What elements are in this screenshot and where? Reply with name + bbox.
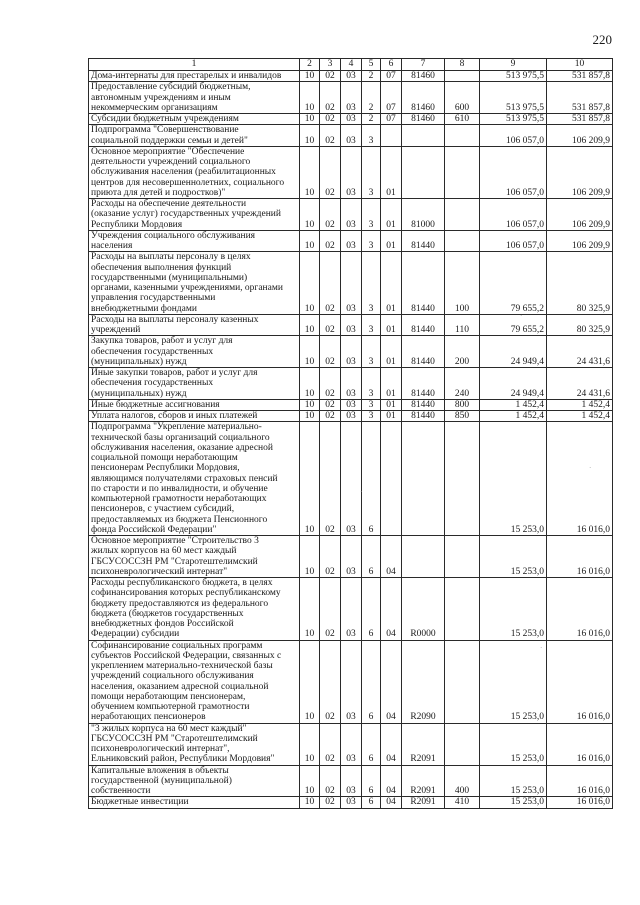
section-code: 10 [300, 314, 320, 336]
activity-code: 04 [381, 723, 402, 765]
column-header: 6 [381, 59, 402, 71]
row-name: Расходы республиканского бюджета, в целях софинансирования которых республиканскому бюджету предоставляются из федерального бюджета (бюджетов государственных внебюджетных фондов Российской Федерации) субсидии [89, 578, 300, 641]
expense-type-code: 600 [445, 82, 480, 114]
amount-year-1: 15 253,0 [480, 640, 547, 723]
subsection-code: 02 [320, 368, 341, 400]
direction-code [402, 146, 445, 198]
program-code: 03 [341, 723, 362, 765]
row-name: Закупка товаров, работ и услуг для обеспечения государственных (муниципальных) нужд [89, 336, 300, 368]
table-row [89, 640, 613, 723]
activity-code: 04 [381, 765, 402, 797]
expense-type-code [445, 71, 480, 82]
program-code: 03 [341, 765, 362, 797]
amount-year-2: 1 452,4 [547, 411, 613, 422]
subsection-code: 02 [320, 797, 341, 808]
expense-type-code [445, 723, 480, 765]
amount-year-1: 79 655,2 [480, 314, 547, 336]
table-row [89, 114, 613, 125]
amount-year-1: 513 975,5 [480, 71, 547, 82]
table-row [89, 578, 613, 641]
direction-code: 81460 [402, 71, 445, 82]
subsection-code: 02 [320, 578, 341, 641]
amount-year-2: 24 431,6 [547, 336, 613, 368]
scan-speck: · [589, 464, 592, 472]
row-name: Капитальные вложения в объекты государственной (муниципальной) собственности [89, 765, 300, 797]
program-code: 03 [341, 125, 362, 147]
row-name: Предоставление субсидий бюджетным, автономным учреждениям и иным некоммерческим организациям [89, 82, 300, 114]
subsection-code: 02 [320, 252, 341, 315]
row-name: Иные закупки товаров, работ и услуг для обеспечения государственных (муниципальных) нужд [89, 368, 300, 400]
amount-year-2: 1 452,4 [547, 399, 613, 410]
amount-year-1: 106 057,0 [480, 125, 547, 147]
amount-year-2: 80 325,9 [547, 314, 613, 336]
activity-code [381, 125, 402, 147]
row-name: Уплата налогов, сборов и иных платежей [89, 411, 300, 422]
direction-code: R2091 [402, 797, 445, 808]
subprogram-code: 6 [362, 640, 381, 723]
expense-type-code [445, 422, 480, 536]
subprogram-code: 2 [362, 82, 381, 114]
expense-type-code: 200 [445, 336, 480, 368]
amount-year-2: 16 016,0 [547, 765, 613, 797]
subsection-code: 02 [320, 399, 341, 410]
subprogram-code: 3 [362, 199, 381, 231]
expense-type-code: 610 [445, 114, 480, 125]
program-code: 03 [341, 230, 362, 252]
row-name: Учреждения социального обслуживания населения [89, 230, 300, 252]
column-header: 4 [341, 59, 362, 71]
table-row [89, 765, 613, 797]
program-code: 03 [341, 422, 362, 536]
table-row [89, 336, 613, 368]
activity-code: 07 [381, 114, 402, 125]
subprogram-code: 6 [362, 723, 381, 765]
activity-code [381, 422, 402, 536]
amount-year-1: 1 452,4 [480, 399, 547, 410]
program-code: 03 [341, 399, 362, 410]
table-row [89, 252, 613, 315]
activity-code: 01 [381, 411, 402, 422]
table-row [89, 314, 613, 336]
subprogram-code: 3 [362, 336, 381, 368]
amount-year-1: 106 057,0 [480, 199, 547, 231]
amount-year-2: 106 209,9 [547, 230, 613, 252]
program-code: 03 [341, 536, 362, 578]
amount-year-1: 15 253,0 [480, 765, 547, 797]
activity-code: 07 [381, 71, 402, 82]
activity-code: 01 [381, 199, 402, 231]
section-code: 10 [300, 71, 320, 82]
activity-code: 04 [381, 536, 402, 578]
amount-year-1: 15 253,0 [480, 422, 547, 536]
amount-year-2: 16 016,0 [547, 536, 613, 578]
program-code: 03 [341, 411, 362, 422]
subprogram-code: 6 [362, 536, 381, 578]
program-code: 03 [341, 314, 362, 336]
table-row [89, 797, 613, 808]
amount-year-2: 16 016,0 [547, 797, 613, 808]
subprogram-code: 3 [362, 399, 381, 410]
section-code: 10 [300, 82, 320, 114]
expense-type-code [445, 146, 480, 198]
amount-year-1: 1 452,4 [480, 411, 547, 422]
amount-year-2: 24 431,6 [547, 368, 613, 400]
section-code: 10 [300, 536, 320, 578]
section-code: 10 [300, 723, 320, 765]
row-name: Подпрограмма "Укрепление материально- технической базы организаций социального обслуживания населения, оказание адресной социальной помощи неработающим пенсионерам Республики Мордовия, являющимся получателями страховых пенсий по старости и по инвалидности, и обучение компьютерной грамотности неработающих пенсионеров, с участием субсидий, предоставляемых из бюджета Пенсионного фонда Российской Федерации" [89, 422, 300, 536]
column-header: 9 [480, 59, 547, 71]
row-name: Субсидии бюджетным учреждениям [89, 114, 300, 125]
row-name: Расходы на выплаты персоналу казенных учреждений [89, 314, 300, 336]
subprogram-code: 3 [362, 252, 381, 315]
subsection-code: 02 [320, 411, 341, 422]
column-header: 5 [362, 59, 381, 71]
table-row [89, 71, 613, 82]
expense-type-code [445, 578, 480, 641]
table-row [89, 82, 613, 114]
activity-code: 07 [381, 82, 402, 114]
expense-type-code [445, 230, 480, 252]
subprogram-code: 2 [362, 71, 381, 82]
activity-code: 01 [381, 314, 402, 336]
amount-year-2: 16 016,0 [547, 640, 613, 723]
expense-type-code: 110 [445, 314, 480, 336]
section-code: 10 [300, 230, 320, 252]
row-name: Основное мероприятие "Строительство 3 жилых корпусов на 60 мест каждый ГБСУСОССЗН РМ "Старотештелимский психоневрологический интернат" [89, 536, 300, 578]
section-code: 10 [300, 411, 320, 422]
section-code: 10 [300, 252, 320, 315]
program-code: 03 [341, 71, 362, 82]
subprogram-code: 2 [362, 114, 381, 125]
table-row [89, 368, 613, 400]
program-code: 03 [341, 199, 362, 231]
column-header: 2 [300, 59, 320, 71]
amount-year-1: 15 253,0 [480, 578, 547, 641]
subprogram-code: 6 [362, 765, 381, 797]
amount-year-2: 531 857,8 [547, 114, 613, 125]
section-code: 10 [300, 765, 320, 797]
program-code: 03 [341, 368, 362, 400]
expense-type-code [445, 640, 480, 723]
direction-code: R0000 [402, 578, 445, 641]
subsection-code: 02 [320, 336, 341, 368]
row-name: Расходы на выплаты персоналу в целях обеспечения выполнения функций государственными (муниципальными) органами, казенными учреждениями, органами управления государственными внебюджетными фондами [89, 252, 300, 315]
subsection-code: 02 [320, 723, 341, 765]
expense-type-code: 800 [445, 399, 480, 410]
direction-code: 81000 [402, 199, 445, 231]
section-code: 10 [300, 125, 320, 147]
amount-year-1: 15 253,0 [480, 536, 547, 578]
section-code: 10 [300, 640, 320, 723]
row-name: Софинансирование социальных программ субъектов Российской Федерации, связанных с укреплением материально-технической базы учреждений социального обслуживания населения, оказанием адресной социальной помощи неработающим пенсионерам, обучением компьютерной грамотности неработающих пенсионеров [89, 640, 300, 723]
subprogram-code: 3 [362, 368, 381, 400]
table-row [89, 146, 613, 198]
table-row [89, 411, 613, 422]
table-row [89, 422, 613, 536]
subprogram-code: 6 [362, 422, 381, 536]
activity-code: 01 [381, 252, 402, 315]
program-code: 03 [341, 336, 362, 368]
activity-code: 01 [381, 146, 402, 198]
row-name: Подпрограмма "Совершенствование социальной поддержки семьи и детей" [89, 125, 300, 147]
budget-table [88, 58, 613, 809]
activity-code: 01 [381, 368, 402, 400]
amount-year-1: 513 975,5 [480, 82, 547, 114]
section-code: 10 [300, 399, 320, 410]
program-code: 03 [341, 82, 362, 114]
activity-code: 04 [381, 578, 402, 641]
section-code: 10 [300, 199, 320, 231]
direction-code: 81440 [402, 336, 445, 368]
subsection-code: 02 [320, 146, 341, 198]
scan-speck: · [520, 312, 523, 320]
row-name: "3 жилых корпуса на 60 мест каждый" ГБСУСОССЗН РМ "Старотештелимский психоневрологический интернат", Ельниковский район, Республики Мордовия" [89, 723, 300, 765]
table-row [89, 536, 613, 578]
program-code: 03 [341, 640, 362, 723]
subsection-code: 02 [320, 71, 341, 82]
section-code: 10 [300, 422, 320, 536]
subsection-code: 02 [320, 765, 341, 797]
amount-year-1: 24 949,4 [480, 368, 547, 400]
amount-year-2: 531 857,8 [547, 82, 613, 114]
subprogram-code: 6 [362, 797, 381, 808]
row-name: Иные бюджетные ассигнования [89, 399, 300, 410]
direction-code: 81440 [402, 252, 445, 315]
amount-year-2: 16 016,0 [547, 723, 613, 765]
row-name: Бюджетные инвестиции [89, 797, 300, 808]
column-header: 3 [320, 59, 341, 71]
column-header: 8 [445, 59, 480, 71]
table-row [89, 230, 613, 252]
column-header: 7 [402, 59, 445, 71]
amount-year-2: 106 209,9 [547, 199, 613, 231]
direction-code: R2090 [402, 640, 445, 723]
expense-type-code: 240 [445, 368, 480, 400]
direction-code: 81440 [402, 314, 445, 336]
activity-code: 04 [381, 640, 402, 723]
direction-code: R2091 [402, 765, 445, 797]
row-name: Расходы на обеспечение деятельности (оказание услуг) государственных учреждений Республики Мордовия [89, 199, 300, 231]
subsection-code: 02 [320, 199, 341, 231]
activity-code: 01 [381, 230, 402, 252]
direction-code: 81460 [402, 82, 445, 114]
activity-code: 01 [381, 399, 402, 410]
column-number-row [89, 59, 613, 71]
direction-code: 81440 [402, 399, 445, 410]
direction-code: 81440 [402, 230, 445, 252]
section-code: 10 [300, 146, 320, 198]
amount-year-1: 24 949,4 [480, 336, 547, 368]
program-code: 03 [341, 146, 362, 198]
scan-speck: · [540, 644, 543, 652]
subprogram-code: 3 [362, 125, 381, 147]
section-code: 10 [300, 578, 320, 641]
section-code: 10 [300, 114, 320, 125]
amount-year-1: 106 057,0 [480, 230, 547, 252]
amount-year-2: 16 016,0 [547, 422, 613, 536]
direction-code: 81460 [402, 114, 445, 125]
table-row [89, 723, 613, 765]
direction-code: R2091 [402, 723, 445, 765]
activity-code: 04 [381, 797, 402, 808]
column-header: 10 [547, 59, 613, 71]
direction-code [402, 422, 445, 536]
subsection-code: 02 [320, 114, 341, 125]
activity-code: 01 [381, 336, 402, 368]
expense-type-code: 410 [445, 797, 480, 808]
amount-year-1: 15 253,0 [480, 723, 547, 765]
amount-year-2: 80 325,9 [547, 252, 613, 315]
amount-year-1: 15 253,0 [480, 797, 547, 808]
amount-year-1: 106 057,0 [480, 146, 547, 198]
program-code: 03 [341, 252, 362, 315]
amount-year-1: 79 655,2 [480, 252, 547, 315]
column-header: 1 [89, 59, 300, 71]
expense-type-code: 100 [445, 252, 480, 315]
subsection-code: 02 [320, 314, 341, 336]
table-row [89, 199, 613, 231]
subprogram-code: 3 [362, 146, 381, 198]
direction-code [402, 536, 445, 578]
subprogram-code: 3 [362, 230, 381, 252]
expense-type-code [445, 125, 480, 147]
program-code: 03 [341, 114, 362, 125]
direction-code: 81440 [402, 411, 445, 422]
program-code: 03 [341, 797, 362, 808]
subsection-code: 02 [320, 230, 341, 252]
expense-type-code [445, 199, 480, 231]
table-row [89, 399, 613, 410]
row-name: Дома-интернаты для престарелых и инвалидов [89, 71, 300, 82]
section-code: 10 [300, 368, 320, 400]
subsection-code: 02 [320, 422, 341, 536]
subprogram-code: 6 [362, 578, 381, 641]
page-number: 220 [592, 32, 612, 47]
expense-type-code [445, 536, 480, 578]
scan-speck: · [360, 488, 363, 496]
amount-year-2: 106 209,9 [547, 146, 613, 198]
subsection-code: 02 [320, 125, 341, 147]
amount-year-1: 513 975,5 [480, 114, 547, 125]
program-code: 03 [341, 578, 362, 641]
amount-year-2: 16 016,0 [547, 578, 613, 641]
row-name: Основное мероприятие "Обеспечение деятельности учреждений социального обслуживания населения (реабилитационных центров для несовершеннолетних, социального приюта для детей и подростков)" [89, 146, 300, 198]
direction-code: 81440 [402, 368, 445, 400]
expense-type-code: 400 [445, 765, 480, 797]
direction-code [402, 125, 445, 147]
table-body [89, 71, 613, 809]
expense-type-code: 850 [445, 411, 480, 422]
subprogram-code: 3 [362, 411, 381, 422]
subsection-code: 02 [320, 640, 341, 723]
subprogram-code: 3 [362, 314, 381, 336]
subsection-code: 02 [320, 82, 341, 114]
amount-year-2: 531 857,8 [547, 71, 613, 82]
subsection-code: 02 [320, 536, 341, 578]
section-code: 10 [300, 336, 320, 368]
section-code: 10 [300, 797, 320, 808]
amount-year-2: 106 209,9 [547, 125, 613, 147]
table-row [89, 125, 613, 147]
